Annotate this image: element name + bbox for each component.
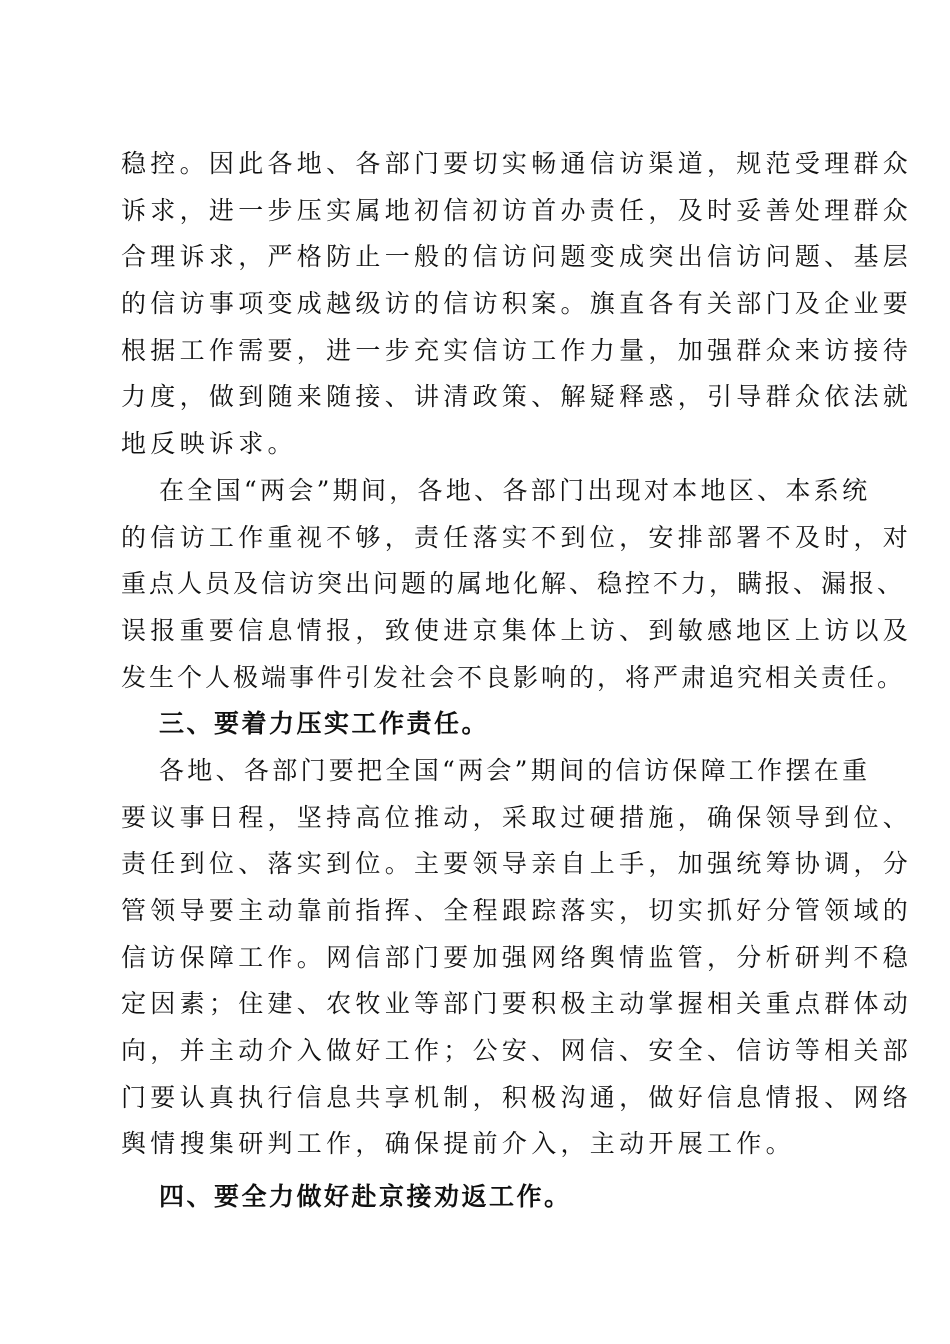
paragraph-2 [121, 468, 913, 701]
document-body [121, 141, 913, 1221]
paragraph-line: 在全国“两会”期间，各地、各部门出现对本地区、本系统 [159, 475, 871, 505]
paragraph-line: 向，并主动介入做好工作；公安、网信、安全、信访等相关部 [121, 1036, 913, 1066]
paragraph-1 [121, 141, 913, 468]
section-heading-3: 三、要着力压实工作责任。 [159, 709, 490, 739]
paragraph-line: 发生个人极端事件引发社会不良影响的，将严肃追究相关责任。 [121, 662, 906, 692]
paragraph-line: 的信访事项变成越级访的信访积案。旗直各有关部门及企业要 [121, 289, 913, 319]
paragraph-line: 重点人员及信访突出问题的属地化解、稳控不力，瞒报、漏报、 [121, 569, 906, 599]
paragraph-line: 各地、各部门要把全国“两会”期间的信访保障工作摆在重 [159, 755, 871, 785]
section-heading-4: 四、要全力做好赴京接劝返工作。 [159, 1182, 572, 1212]
paragraph-line: 管领导要主动靠前指挥、全程跟踪落实，切实抓好分管领域的 [121, 896, 913, 925]
paragraph-line: 责任到位、落实到位。主要领导亲自上手，加强统筹协调，分 [121, 849, 913, 879]
paragraph-line: 舆情搜集研判工作，确保提前介入，主动开展工作。 [121, 1129, 795, 1159]
paragraph-line: 信访保障工作。网信部门要加强网络舆情监管，分析研判不稳 [121, 942, 913, 972]
paragraph-line: 根据工作需要，进一步充实信访工作力量，加强群众来访接待 [121, 335, 913, 365]
paragraph-line: 定因素；住建、农牧业等部门要积极主动掌握相关重点群体动 [121, 989, 913, 1019]
paragraph-line: 稳控。因此各地、各部门要切实畅通信访渠道，规范受理群众 [121, 149, 913, 178]
paragraph-line: 合理诉求，严格防止一般的信访问题变成突出信访问题、基层 [121, 242, 913, 272]
paragraph-line: 要议事日程，坚持高位推动，采取过硬措施，确保领导到位、 [121, 802, 913, 832]
paragraph-line: 力度，做到随来随接、讲清政策、解疑释惑，引导群众依法就 [121, 382, 913, 412]
paragraph-line: 诉求，进一步压实属地初信初访首办责任，及时妥善处理群众 [121, 195, 913, 225]
paragraph-line: 的信访工作重视不够，责任落实不到位，安排部署不及时，对 [121, 522, 913, 552]
paragraph-3 [121, 748, 913, 1168]
paragraph-line: 地反映诉求。 [121, 429, 297, 459]
paragraph-line: 门要认真执行信息共享机制，积极沟通，做好信息情报、网络 [121, 1082, 913, 1112]
paragraph-line: 误报重要信息情报，致使进京集体上访、到敏感地区上访以及 [121, 615, 913, 645]
